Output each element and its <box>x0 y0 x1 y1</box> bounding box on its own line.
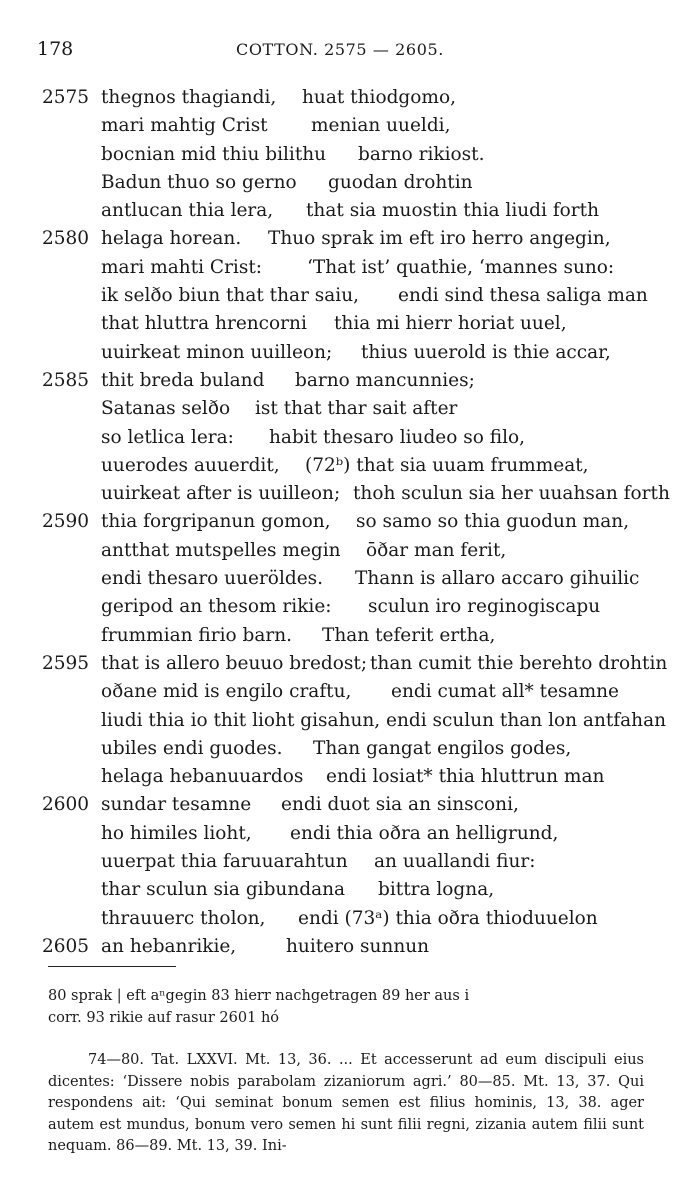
a-verse: thit breda buland <box>101 369 265 391</box>
a-verse: bocnian mid thiu bilithu <box>101 143 327 165</box>
b-verse: endi thia oðra an helligrund, <box>290 822 559 844</box>
b-verse: an uuallandi fiur: <box>374 851 536 873</box>
line-number: 2595 <box>42 652 90 674</box>
b-verse: endi cumat all* tesamne <box>391 681 619 703</box>
a-verse: uuerpat thia faruuarahtun <box>101 851 348 873</box>
verse-line <box>0 763 687 791</box>
b-verse: ‘That ist’ quathie, ‘mannes suno: <box>307 256 615 278</box>
b-verse: thoh sculun sia her uuahsan forth <box>353 483 670 505</box>
b-verse: Than gangat engilos godes, <box>313 737 572 759</box>
a-verse: thrauuerc tholon, <box>101 907 266 929</box>
apparatus-line: 80 sprak | eft aⁿgegin 83 hierr nachgetragen 89 her aus i <box>48 988 470 1004</box>
line-number: 2585 <box>42 369 90 391</box>
b-verse: (72ᵇ) that sia uuam frummeat, <box>305 454 589 476</box>
verse-line <box>0 876 687 904</box>
b-verse: than cumit thie berehto drohtin <box>370 652 668 674</box>
b-verse: ist that thar sait after <box>255 398 458 420</box>
b-verse: endi losiat* thia hluttrun man <box>326 766 605 788</box>
verse-line <box>0 707 687 735</box>
b-verse: endi (73ᵃ) thia oðra thioduuelon <box>298 907 598 929</box>
a-verse: thar sculun sia gibundana <box>101 879 346 901</box>
page-header <box>0 38 687 64</box>
verse-line <box>0 735 687 763</box>
verse-line <box>0 622 687 650</box>
verse-line <box>0 254 687 282</box>
page-number: 178 <box>37 38 74 60</box>
verse-line <box>0 537 687 565</box>
b-verse: Than teferit ertha, <box>322 624 496 646</box>
verse-line <box>0 395 687 423</box>
b-verse: guodan drohtin <box>328 171 473 193</box>
a-verse: mari mahti Crist: <box>101 256 263 278</box>
verse-line <box>0 565 687 593</box>
verse-line <box>0 310 687 338</box>
verse-line <box>0 84 687 112</box>
a-verse: Badun thuo so gerno <box>101 171 297 193</box>
b-verse: huitero sunnun <box>286 935 430 957</box>
a-verse: mari mahtig Crist <box>101 115 268 137</box>
a-verse: endi thesaro uueröldes. <box>101 568 324 590</box>
b-verse: bittra logna, <box>378 879 495 901</box>
verse-line <box>0 820 687 848</box>
line-number: 2580 <box>42 228 90 250</box>
a-verse: antthat mutspelles megin <box>101 539 341 561</box>
line-number: 2590 <box>42 511 90 533</box>
running-head: COTTON. 2575 — 2605. <box>236 40 444 59</box>
a-verse: that hluttra hrencorni <box>101 313 307 335</box>
line-number: 2605 <box>42 935 90 957</box>
verse-line <box>0 424 687 452</box>
verse-line <box>0 452 687 480</box>
apparatus-line: corr. 93 rikie auf rasur 2601 hó <box>48 1010 280 1026</box>
b-verse: thius uuerold is thie accar, <box>361 341 611 363</box>
a-verse: uuerodes auuerdit, <box>101 454 280 476</box>
a-verse: an hebanrikie, <box>101 935 237 957</box>
verse-line <box>0 650 687 678</box>
verse-line <box>0 848 687 876</box>
a-verse: so letlica lera: <box>101 426 234 448</box>
line-number: 2575 <box>42 87 90 108</box>
a-verse: oðane mid is engilo craftu, <box>101 681 352 703</box>
verse-line <box>0 508 687 536</box>
verse-line <box>0 169 687 197</box>
a-verse: ubiles endi guodes. <box>101 737 283 759</box>
a-verse: uuirkeat minon uuilleon; <box>101 341 333 363</box>
b-verse: thia mi hierr horiat uuel, <box>334 313 567 335</box>
source-notes-text: 74—80. Tat. LXXVI. Mt. 13, 36. ... Et accesserunt ad eum discipuli eius dicentes: ‘Dissere nobis parabolam zizaniorum agri.’ 80—85. Mt. 13, 37. Qui respondens ait: ‘Qui seminat bonum semen est filius hominis, 13, 38. ager autem est mundus, bonum vero semen hi sunt filii regni, zizania autem filii sunt nequam. 86—89. Mt. 13, 39. Ini- <box>48 1052 644 1154</box>
a-verse: thegnos thagiandi, <box>101 87 277 108</box>
b-verse: endi duot sia an sinsconi, <box>281 794 519 816</box>
a-verse: Satanas selðo <box>101 398 231 420</box>
a-verse: ho himiles lioht, <box>101 822 252 844</box>
verse-line <box>0 112 687 140</box>
verse-line <box>0 197 687 225</box>
a-verse: geripod an thesom rikie: <box>101 596 332 618</box>
a-verse: frummian firio barn. <box>101 624 293 646</box>
verse-line <box>0 339 687 367</box>
b-verse: sculun iro reginogiscapu <box>368 596 601 618</box>
verse-line <box>0 593 687 621</box>
verse-line <box>0 905 687 933</box>
b-verse: menian uueldi, <box>311 115 451 137</box>
b-verse: Thann is allaro accaro gihuilic <box>355 568 640 590</box>
verse-line <box>0 141 687 169</box>
a-verse: thia forgripanun gomon, <box>101 511 331 533</box>
verse-line <box>0 933 687 961</box>
verse-line <box>0 367 687 395</box>
a-verse: helaga horean. <box>101 228 242 250</box>
b-verse: endi sculun than lon antfahan <box>386 709 667 731</box>
a-verse: helaga hebanuuardos <box>101 766 304 788</box>
a-verse: liudi thia io thit lioht gisahun, <box>101 709 381 731</box>
verse-line <box>0 282 687 310</box>
verse-text <box>0 84 687 961</box>
verse-line <box>0 791 687 819</box>
b-verse: barno rikiost. <box>358 143 485 165</box>
a-verse: uuirkeat after is uuilleon; <box>101 483 341 505</box>
b-verse: huat thiodgomo, <box>302 87 456 108</box>
a-verse: antlucan thia lera, <box>101 200 274 222</box>
footnote-rule <box>48 966 176 967</box>
critical-apparatus <box>48 985 648 1029</box>
verse-line <box>0 678 687 706</box>
a-verse: sundar tesamne <box>101 794 252 816</box>
b-verse: that sia muostin thia liudi forth <box>306 200 599 222</box>
b-verse: habit thesaro liudeo so filo, <box>269 426 526 448</box>
line-number: 2600 <box>42 794 90 816</box>
verse-line <box>0 480 687 508</box>
a-verse: ik selðo biun that thar saiu, <box>101 285 360 307</box>
b-verse: so samo so thia guodun man, <box>356 511 630 533</box>
b-verse: barno mancunnies; <box>295 369 475 391</box>
b-verse: ōðar man ferit, <box>366 539 507 561</box>
b-verse: endi sind thesa saliga man <box>398 285 648 307</box>
b-verse: Thuo sprak im eft iro herro angegin, <box>268 228 611 250</box>
verse-line <box>0 225 687 253</box>
a-verse: that is allero beuuo bredost; <box>101 652 368 674</box>
source-notes <box>48 1050 644 1158</box>
